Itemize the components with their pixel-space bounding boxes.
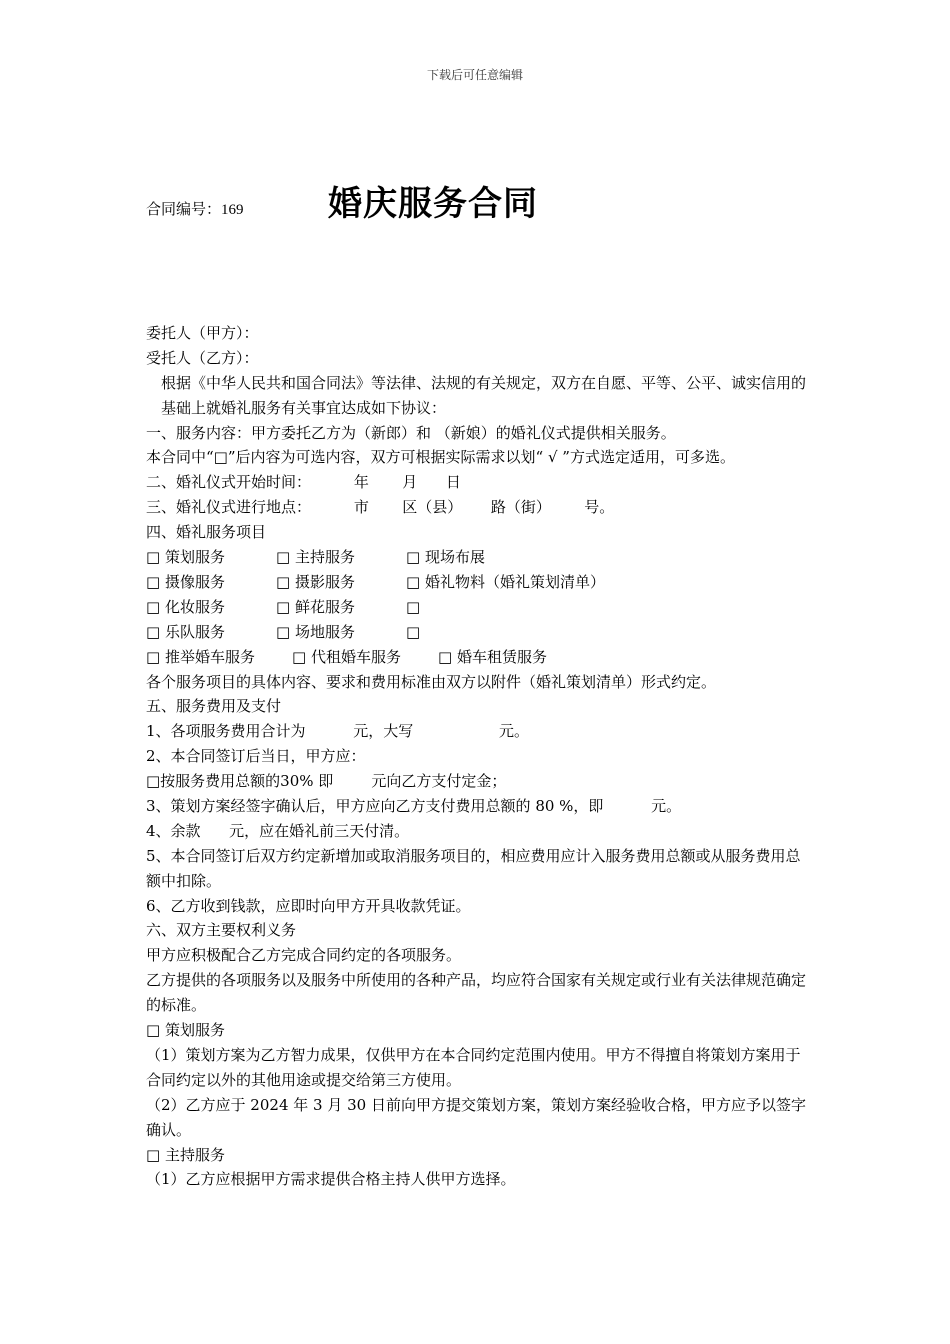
service-option[interactable]: □ 策划服务 bbox=[146, 548, 225, 567]
deposit-line: □按服务费用总额的30% 即 元向乙方支付定金； bbox=[146, 772, 507, 791]
service-option[interactable]: □ 主持服务 bbox=[276, 548, 355, 567]
plan-payment-line: 3、策划方案经签字确认后，甲方应向乙方支付费用总额的 80 %，即 元。 bbox=[146, 796, 682, 815]
service-row bbox=[146, 595, 810, 620]
service-option[interactable]: □ bbox=[406, 622, 421, 641]
contract-number: 合同编号：169 bbox=[146, 202, 244, 218]
service-row bbox=[146, 545, 810, 570]
fee-adjustment-line: 5、本合同签订后双方约定新增加或取消服务项目的，相应费用应计入服务费用总额或从服务费用总额中扣除。 bbox=[146, 846, 801, 890]
title-row bbox=[146, 176, 806, 226]
clause-3-ceremony-location: 三、婚礼仪式进行地点： 市 区（县） 路（街） 号。 bbox=[146, 498, 615, 517]
hosting-term-1: （1）乙方应根据甲方需求提供合格主持人供甲方选择。 bbox=[146, 1170, 516, 1189]
planning-service-option[interactable]: □ 策划服务 bbox=[146, 1021, 225, 1040]
planning-term-1: （1）策划方案为乙方智力成果，仅供甲方在本合同约定范围内使用。甲方不得擅自将策划方案用于合同约定以外的其他用途或提交给第三方使用。 bbox=[146, 1045, 801, 1089]
planning-term-2: （2）乙方应于 2024 年 3 月 30 日前向甲方提交策划方案，策划方案经验收合格，甲方应予以签字确认。 bbox=[146, 1095, 806, 1139]
car-service-option[interactable]: □ 推举婚车服务 bbox=[146, 647, 255, 666]
services-attachment-note: 各个服务项目的具体内容、要求和费用标准由双方以附件（婚礼策划清单）形式约定。 bbox=[146, 672, 717, 691]
contract-body bbox=[146, 321, 810, 1192]
car-service-row bbox=[146, 645, 810, 670]
header-note: 下载后可任意编辑 bbox=[426, 68, 523, 82]
party-b-standard-line: 乙方提供的各项服务以及服务中所使用的各种产品，均应符合国家有关规定或行业有关法律规范确定的标准。 bbox=[146, 971, 807, 1015]
service-option[interactable]: □ bbox=[406, 597, 421, 616]
car-service-option[interactable]: □ 代租婚车服务 bbox=[292, 647, 401, 666]
party-a-line: 委托人（甲方）： bbox=[146, 324, 259, 342]
service-option[interactable]: □ 化妆服务 bbox=[146, 597, 225, 616]
clause-1-service-content: 一、服务内容：甲方委托乙方为（新郎）和 （新娘）的婚礼仪式提供相关服务。 bbox=[146, 423, 676, 442]
balance-line: 4、余款 元，应在婚礼前三天付清。 bbox=[146, 821, 410, 840]
service-row bbox=[146, 620, 810, 645]
receipt-line: 6、乙方收到钱款，应即时向甲方开具收款凭证。 bbox=[146, 896, 471, 915]
preamble-paragraph: 根据《中华人民共和国合同法》等法律、法规的有关规定，双方在自愿、平等、公平、诚实信用的基础上就婚礼服务有关事宜达成如下协议： bbox=[161, 373, 807, 417]
service-option[interactable]: □ 摄像服务 bbox=[146, 572, 225, 591]
clause-6-heading: 六、双方主要权利义务 bbox=[146, 921, 297, 940]
party-a-duty-line: 甲方应积极配合乙方完成合同约定的各项服务。 bbox=[146, 946, 462, 965]
service-option[interactable]: □ 乐队服务 bbox=[146, 622, 225, 641]
service-row bbox=[146, 570, 810, 595]
clause-4-heading: 四、婚礼服务项目 bbox=[146, 523, 267, 542]
service-option[interactable]: □ 场地服务 bbox=[276, 622, 355, 641]
service-option[interactable]: □ 摄影服务 bbox=[276, 572, 355, 591]
document-title: 婚庆服务合同 bbox=[328, 184, 538, 224]
service-option[interactable]: □ 现场布展 bbox=[406, 548, 485, 567]
service-option[interactable]: □ 鲜花服务 bbox=[276, 597, 355, 616]
fee-total-line: 1、各项服务费用合计为 元，大写 元。 bbox=[146, 722, 530, 741]
service-option[interactable]: □ 婚礼物料（婚礼策划清单） bbox=[406, 572, 605, 591]
clause-2-ceremony-time: 二、婚礼仪式开始时间： 年 月 日 bbox=[146, 473, 461, 492]
party-b-line: 受托人（乙方）： bbox=[146, 348, 259, 367]
signing-day-line: 2、本合同签订后当日，甲方应： bbox=[146, 747, 366, 766]
hosting-service-option[interactable]: □ 主持服务 bbox=[146, 1145, 225, 1164]
car-service-option[interactable]: □ 婚车租赁服务 bbox=[438, 647, 547, 666]
clause-5-heading: 五、服务费用及支付 bbox=[146, 697, 282, 716]
optional-items-note: 本合同中“□”后内容为可选内容，双方可根据实际需求以划“ √ ”方式选定适用，可多选。 bbox=[146, 448, 735, 467]
